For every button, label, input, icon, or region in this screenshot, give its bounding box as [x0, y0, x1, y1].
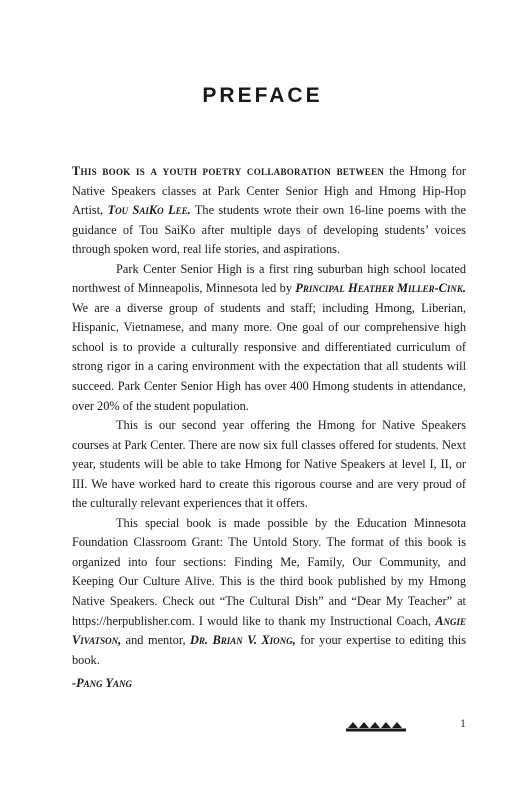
lead-in-text: This book is a youth poetry collaboration between — [72, 164, 385, 178]
paragraph-text: Park Center Senior High is a first ring suburban high school located northwest of Minneapolis, Minnesota led by — [72, 261, 466, 296]
paragraph-text: This special book is made possible by the Education Minnesota Foundation Classroom Grant: The Untold Story. The format of this book is organized into four sections: Finding Me, Family, Our Community, and Keeping Our Culture Alive. This is the third book published by my Hmong Native Speakers. Check out “The Cultural Dish” and “Dear My Teacher” at https://herpublisher.com. I would like to thank my Instructional Coach, — [72, 515, 466, 628]
paragraph-text: This is our second year offering the Hmong for Native Speakers courses at Park Center. There are now six full classes offered for students. Next year, students will be able to take Hmong for Native Speakers at level I, II, or III. We have worked hard to create this rigorous course and are very proud of the culturally relevant experiences that it offers. — [72, 418, 466, 511]
paragraph-text: and mentor, — [121, 633, 191, 648]
paragraph-school — [72, 260, 466, 416]
paragraph-intro — [72, 162, 466, 260]
paragraph-text: We are a diverse group of students and staff; including Hmong, Liberian, Hispanic, Vietnamese, and many more. One goal of our comprehensive high school is to provide a culturally responsive and differentiated curriculum of strong rigor in a caring environment with the expectation that all students will succeed. Park Center Senior High has over 400 Hmong students in attendance, over 20% of the student population. — [72, 300, 466, 413]
page-title: PREFACE — [202, 84, 323, 107]
paragraph-text: the Hmong for Native Speakers classes at Park Center Senior High and Hmong Hip-Hop Artist, — [72, 164, 467, 218]
paragraph-text: for your expertise to editing this book. — [72, 633, 466, 667]
paragraph-text: The students wrote their own 16-line poems with the guidance of Tou SaiKo after multiple days of developing students’ voices through spoken word, real life stories, and aspirations. — [72, 203, 466, 257]
author-signature: -Pang Yang — [72, 676, 133, 690]
mentor-name: Dr. Brian V. Xiong, — [190, 633, 296, 648]
paragraph-courses — [72, 416, 466, 514]
page-number: 1 — [460, 716, 466, 730]
artist-name: Tou SaiKo Lee. — [107, 203, 191, 218]
coach-name: Angie Vivatson, — [72, 613, 466, 648]
preface-body — [72, 162, 466, 670]
paragraph-book — [72, 514, 466, 670]
principal-name: Principal Heather Miller-Cink. — [295, 281, 466, 296]
triangle-row-ornament-icon — [346, 720, 406, 732]
